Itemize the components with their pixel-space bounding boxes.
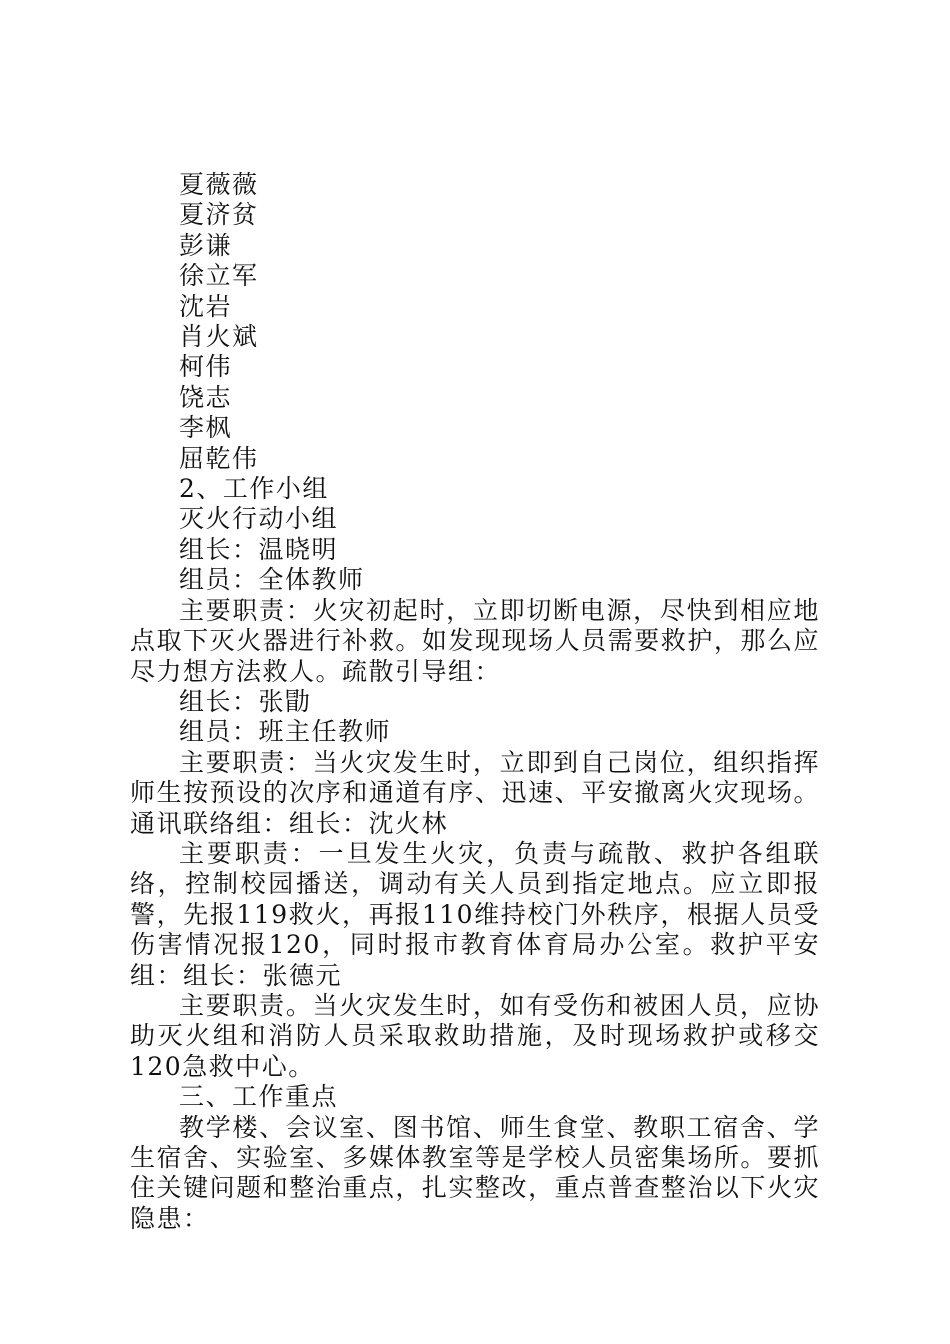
body-paragraph: 教学楼、会议室、图书馆、师生食堂、教职工宿舍、学生宿舍、实验室、多媒体教室等是学校人员密集场所。要抓住关键问题和整治重点，扎实整改，重点普查整治以下火灾隐患：	[130, 1112, 820, 1233]
member-name: 夏薇薇	[179, 170, 259, 199]
group-duty-paragraph: 主要职责：一旦发生火灾，负责与疏散、救护各组联络，控制校园播送，调动有关人员到指定地点。应立即报警，先报119救火，再报110维持校门外秩序，根据人员受伤害情况报120，同时报市教育体育局办公室。救护平安组：组长：张德元	[130, 838, 820, 990]
member-name: 饶志	[179, 382, 233, 412]
group-duty-paragraph: 主要职责。当火灾发生时，如有受伤和被困人员，应协助灭火组和消防人员采取救助措施，及时现场救护或移交120急救中心。	[130, 990, 820, 1081]
member-name: 柯伟	[179, 352, 233, 382]
group-members: 组员：班主任教师	[179, 717, 392, 747]
member-name: 彭谦	[179, 230, 233, 260]
member-name: 肖火斌	[179, 322, 259, 352]
section-heading: 2、工作小组	[179, 474, 329, 504]
member-name: 屈乾伟	[179, 443, 259, 473]
member-name: 徐立军	[179, 261, 259, 291]
group-leader: 组长：张勖	[179, 686, 312, 716]
group-duty-paragraph: 主要职责：当火灾发生时，立即到自己岗位，组织指挥师生按预设的次序和通道有序、迅速、平安撤离火灾现场。通讯联络组：组长：沈火林	[130, 747, 820, 838]
member-name: 李枫	[179, 413, 233, 443]
group-title: 灭火行动小组	[179, 504, 339, 534]
group-duty-paragraph: 主要职责：火灾初起时，立即切断电源，尽快到相应地点取下灭火器进行补救。如发现现场人员需要救护，那么应尽力想方法救人。疏散引导组：	[130, 595, 820, 686]
section-heading: 三、工作重点	[179, 1082, 339, 1112]
member-name: 夏济贫	[179, 200, 259, 230]
document-body	[130, 170, 820, 1234]
group-leader: 组长：温晓明	[179, 534, 339, 564]
group-members: 组员：全体教师	[179, 565, 365, 595]
member-name: 沈岩	[179, 291, 233, 321]
